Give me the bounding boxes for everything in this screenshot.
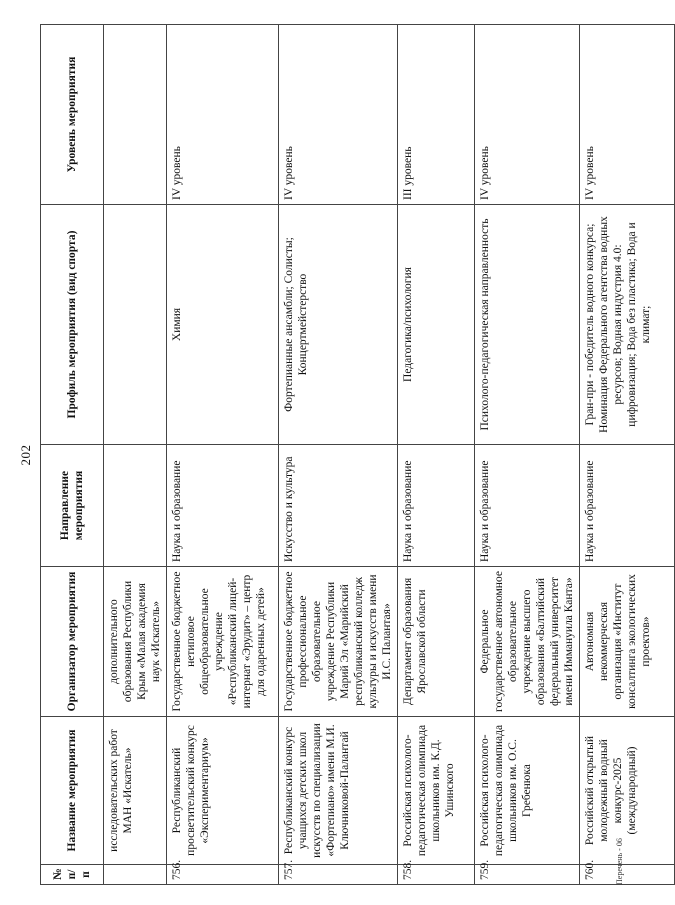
header-profile: Профиль мероприятия (вид спорта) <box>41 205 104 445</box>
table-row <box>475 25 580 885</box>
cell-name: Российская психолого-педагогическая олимпиада школьников им. О.С. Гребенюка <box>475 717 580 865</box>
cell-profile: Психолого-педагогическая направленность <box>475 205 580 445</box>
cell-num: 758. <box>398 865 475 885</box>
cell-organizer: дополнительного образования Республики Крым «Малая академия наук «Искатель» <box>104 567 167 717</box>
header-name: Название мероприятия <box>41 717 104 865</box>
cell-name: Российская психолого-педагогическая олимпиада школьников им. К.Д. Ушинского <box>398 717 475 865</box>
cell-profile <box>104 205 167 445</box>
cell-num: 757. <box>279 865 398 885</box>
cell-profile: Гран-при - победитель водного конкурса; Номинация Федерального агентства водных ресурсов; Водная индустрия 4.0: цифровизация; Вода без пластика; Вода и климат; <box>580 205 675 445</box>
footer-note: Перечень - 06 <box>615 838 624 885</box>
header-num: № п/п <box>41 865 104 885</box>
cell-level: IV уровень <box>279 25 398 205</box>
cell-profile: Химия <box>167 205 279 445</box>
cell-level: IV уровень <box>580 25 675 205</box>
cell-organizer: Департамент образования Ярославской области <box>398 567 475 717</box>
cell-num: 759. <box>475 865 580 885</box>
table-row <box>580 25 675 885</box>
cell-name: Республиканский конкурс учащихся детских школ искусств по специализации «Фортепиано» имени М.И. Ключниковой-Палантай <box>279 717 398 865</box>
table-header-row <box>41 25 104 885</box>
rotated-table-frame <box>18 25 653 885</box>
cell-direction: Искусство и культура <box>279 445 398 567</box>
cell-profile: Педагогика/психология <box>398 205 475 445</box>
cell-direction: Наука и образование <box>580 445 675 567</box>
cell-num: 760. <box>580 865 675 885</box>
cell-direction <box>104 445 167 567</box>
events-table <box>40 24 675 885</box>
table-row <box>398 25 475 885</box>
cell-organizer: Государственное бюджетное нетиповое общеобразовательное учреждение «Республиканский лицей-интернат «Эрудит» – центр для одаренных детей» <box>167 567 279 717</box>
header-organizer: Организатор мероприятия <box>41 567 104 717</box>
cell-level: III уровень <box>398 25 475 205</box>
header-direction: Направление мероприятия <box>41 445 104 567</box>
cell-profile: Фортепианные ансамбли; Солисты; Концертмейстерство <box>279 205 398 445</box>
cell-name: Российский открытый молодежный водный конкурс-2025 (международный) <box>580 717 675 865</box>
cell-level <box>104 25 167 205</box>
page-number: 202 <box>18 444 33 466</box>
cell-direction: Наука и образование <box>475 445 580 567</box>
cell-name: Республиканский просветительский конкурс «Экспериментариум» <box>167 717 279 865</box>
table-row <box>104 25 167 885</box>
cell-name: исследовательских работ МАН «Искатель» <box>104 717 167 865</box>
cell-level: IV уровень <box>167 25 279 205</box>
cell-organizer: Автономная некоммерческая организация «Институт консалтинга экологических проектов» <box>580 567 675 717</box>
cell-organizer: Федеральное государственное автономное образовательное учреждение высшего образования «Балтийский федеральный университет имени Иммануила Канта» <box>475 567 580 717</box>
cell-level: IV уровень <box>475 25 580 205</box>
cell-organizer: Государственное бюджетное профессиональное образовательное учреждение Республики Марий Эл «Марийский республиканский колледж культуры и искусств имени И.С. Палантая» <box>279 567 398 717</box>
cell-num: 756. <box>167 865 279 885</box>
cell-direction: Наука и образование <box>398 445 475 567</box>
table-row <box>167 25 279 885</box>
cell-num <box>104 865 167 885</box>
table-row <box>279 25 398 885</box>
header-level: Уровень мероприятия <box>41 25 104 205</box>
cell-direction: Наука и образование <box>167 445 279 567</box>
